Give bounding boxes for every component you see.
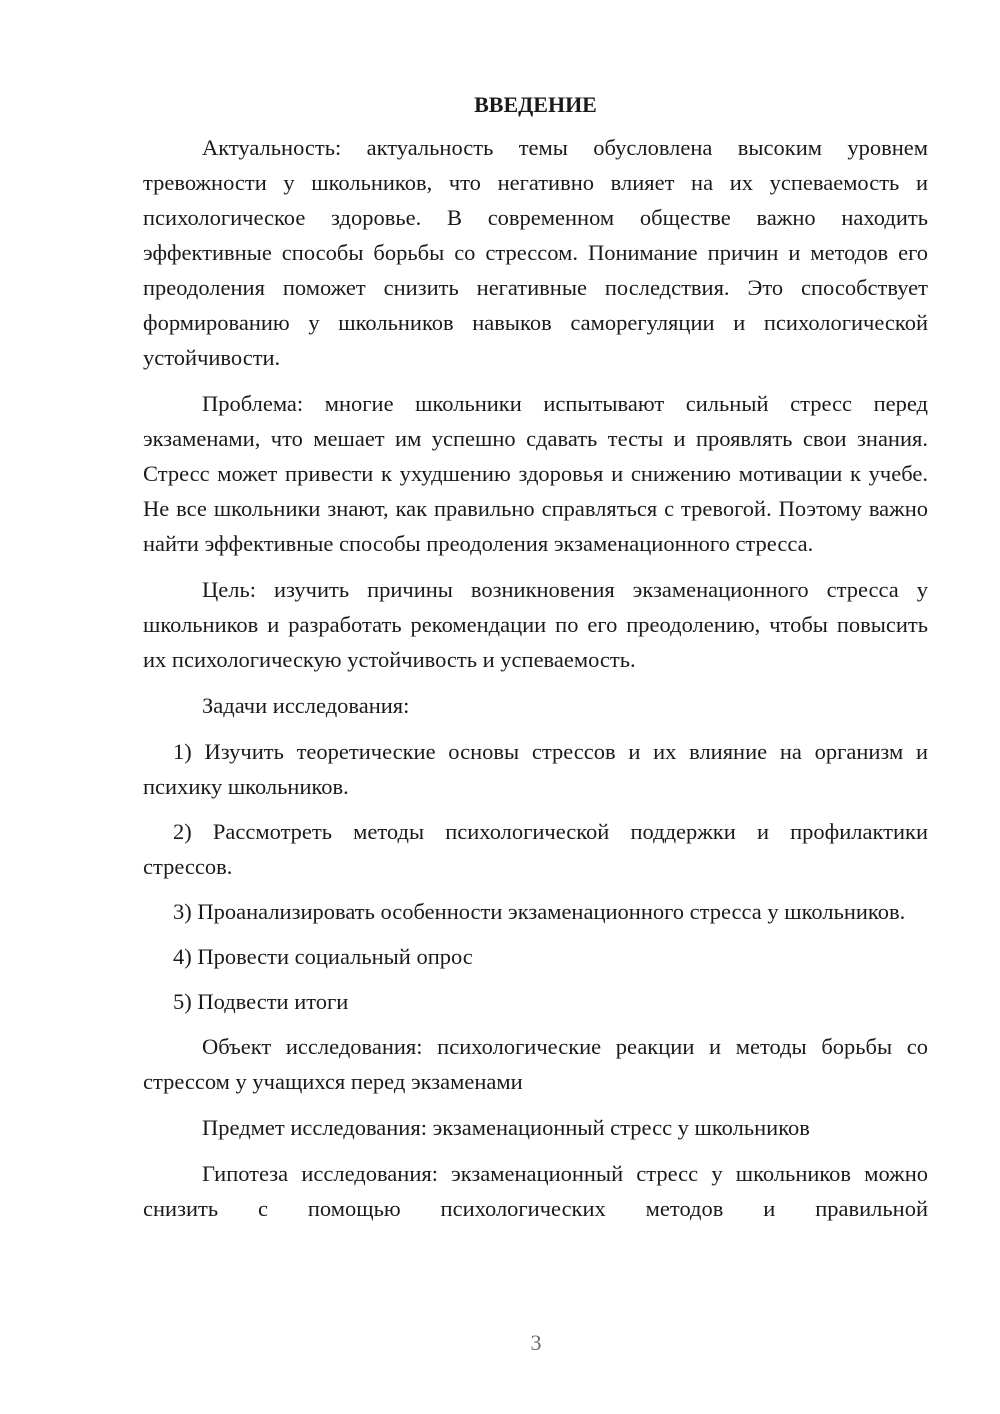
document-body — [143, 90, 928, 1237]
section-title: ВВЕДЕНИЕ — [474, 92, 597, 117]
list-item: 4) Провести социальный опрос — [173, 944, 473, 969]
object-paragraph: Объект исследования: психологические реакции и методы борьбы со стрессом у учащихся перед экзаменами — [143, 1034, 928, 1094]
hypothesis-paragraph: Гипотеза исследования: экзаменационный стресс у школьников можно снизить с помощью психологических методов и правильной — [143, 1161, 928, 1221]
list-item: 1) Изучить теоретические основы стрессов и их влияние на организм и психику школьников. — [143, 739, 928, 799]
list-item: 5) Подвести итоги — [173, 989, 349, 1014]
list-item: 2) Рассмотреть методы психологической поддержки и профилактики стрессов. — [143, 819, 928, 879]
subject-paragraph: Предмет исследования: экзаменационный стресс у школьников — [202, 1115, 810, 1140]
page-number: 3 — [530, 1330, 542, 1355]
tasks-heading: Задачи исследования: — [202, 693, 410, 718]
relevance-paragraph: Актуальность: актуальность темы обусловлена высоким уровнем тревожности у школьников, что негативно влияет на их успеваемость и психологическое здоровье. В современном обществе важно находить эффективные способы борьбы со стрессом. Понимание причин и методов его преодоления поможет снизить негативные последствия. Это способствует формированию у школьников навыков саморегуляции и психологической устойчивости. — [143, 135, 928, 370]
tasks-list — [143, 734, 928, 1019]
problem-paragraph: Проблема: многие школьники испытывают сильный стресс перед экзаменами, что мешает им успешно сдавать тесты и проявлять свои знания. Стресс может привести к ухудшению здоровья и снижению мотивации к учебе. Не все школьники знают, как правильно справляться с тревогой. Поэтому важно найти эффективные способы преодоления экзаменационного стресса. — [143, 391, 928, 556]
goal-paragraph: Цель: изучить причины возникновения экзаменационного стресса у школьников и разработать рекомендации по его преодолению, чтобы повысить их психологическую устойчивость и успеваемость. — [143, 577, 928, 672]
list-item: 3) Проанализировать особенности экзаменационного стресса у школьников. — [173, 899, 906, 924]
